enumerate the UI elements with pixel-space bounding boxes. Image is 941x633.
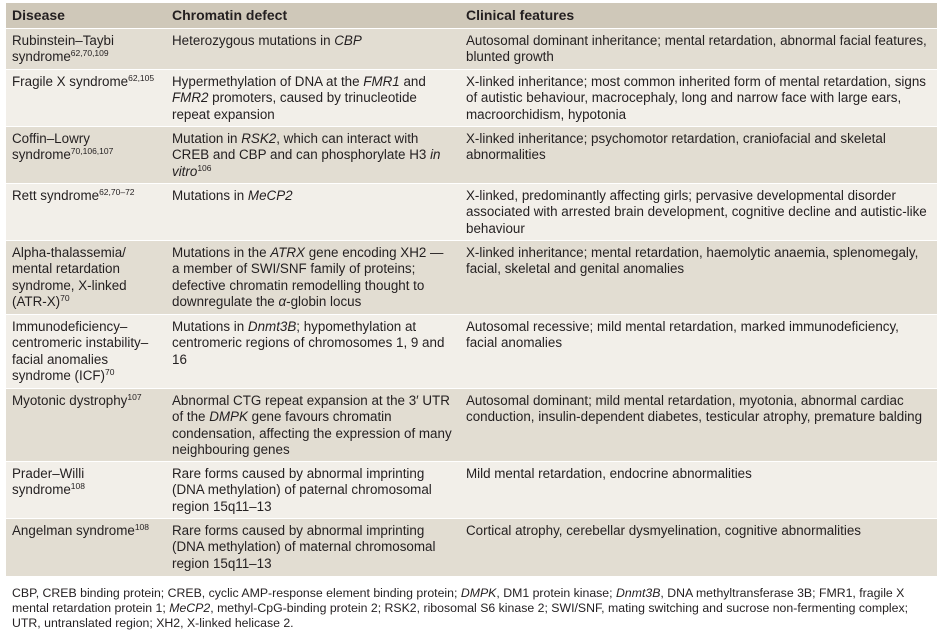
- disease-cell: [6, 184, 166, 240]
- disease-name: Immunodeficiency–centromeric instability–facial anomalies syndrome (ICF): [12, 319, 149, 384]
- table-row: [6, 462, 937, 519]
- disease-cell: [6, 241, 166, 314]
- reference-superscript: 62,70–72: [99, 187, 135, 197]
- defect-text: and: [399, 74, 426, 89]
- defect-text: promoters, caused by trinucleotide repeat expansion: [172, 90, 417, 122]
- gene-name: Dnmt3B: [247, 319, 297, 334]
- defect-text: Mutation in: [172, 131, 242, 146]
- defect-text: gene encoding XH2 — a member of SWI/SNF family of proteins; defective chromatin remodelling thought to downregulate the: [172, 245, 444, 310]
- reference-superscript: 70: [105, 367, 115, 378]
- disease-cell: [6, 29, 166, 69]
- gene-name: MeCP2: [247, 188, 293, 203]
- table-row: [6, 315, 937, 389]
- gene-name: CBP: [334, 33, 362, 48]
- reference-superscript: 107: [127, 392, 142, 402]
- table-row: [6, 127, 937, 184]
- features-cell: Cortical atrophy, cerebellar dysmyelination, cognitive abnormalities: [466, 523, 861, 538]
- defect-text: ; hypomethylation at centromeric regions of chromosomes 1, 9 and 16: [172, 319, 445, 367]
- features-cell: X-linked inheritance; most common inherited form of mental retardation, signs of autistic behaviour, macrocephaly, long and narrow face with large ears, macroorchidism, hypotonia: [466, 74, 926, 122]
- table-row: [6, 389, 937, 462]
- gene-name: DMPK: [209, 409, 248, 425]
- defect-cell: [166, 29, 460, 69]
- defect-text: , which can interact with CREB and CBP and can phosphorylate H3: [172, 131, 431, 163]
- disease-cell: [6, 70, 166, 126]
- reference-superscript: 62,70,109: [70, 48, 109, 59]
- reference-superscript: 108: [70, 481, 85, 492]
- footnote-text: CBP, CREB binding protein; CREB, cyclic AMP-response element binding protein;: [12, 586, 461, 600]
- table-row: [6, 70, 937, 127]
- defect-cell: Rare forms caused by abnormal imprinting (DNA methylation) of maternal chromosomal region 15q11–13: [172, 523, 436, 571]
- features-cell: X-linked inheritance; mental retardation, haemolytic anaemia, splenomegaly, facial, skeletal and genital anomalies: [466, 245, 919, 277]
- defect-cell: [166, 70, 460, 126]
- disease-name: Coffin–Lowry syndrome: [12, 131, 90, 163]
- disease-name: Prader–Willi syndrome: [12, 466, 85, 498]
- footnote-text: , methyl-CpG-binding protein 2; RSK2, ribosomal S6 kinase 2; SWI/SNF, mating switching and sucrose non-fermenting complex; UTR, untranslated region; XH2, X-linked helicase 2.: [12, 601, 909, 631]
- defect-cell: Rare forms caused by abnormal imprinting (DNA methylation) of paternal chromosomal region 15q11–13: [172, 466, 432, 514]
- table-row: [6, 184, 937, 241]
- header-clinical-features: Clinical features: [466, 7, 575, 24]
- reference-superscript: 62,105: [128, 73, 155, 83]
- disease-name: Fragile X syndrome: [12, 74, 129, 89]
- gene-name: ATRX: [270, 245, 305, 260]
- table-row: [6, 519, 937, 577]
- defect-text: Abnormal CTG repeat expansion at the 3′ UTR of the: [172, 393, 450, 425]
- disease-name: Rubinstein–Taybi syndrome: [12, 33, 114, 65]
- disease-cell: [6, 315, 166, 388]
- reference-superscript: 108: [134, 522, 149, 532]
- disease-cell: [6, 462, 166, 518]
- features-cell: Autosomal dominant inheritance; mental retardation, abnormal facial features, blunted growth: [466, 33, 927, 65]
- defect-cell: [166, 315, 460, 388]
- header-chromatin-defect: Chromatin defect: [172, 7, 288, 24]
- defect-text: -globin locus: [286, 294, 362, 310]
- header-disease: Disease: [12, 7, 65, 24]
- features-cell: Autosomal dominant; mild mental retardation, myotonia, abnormal cardiac conduction, insulin-dependent diabetes, testicular atrophy, premature balding: [466, 393, 923, 425]
- reference-superscript: 106: [197, 162, 212, 173]
- defect-cell: [166, 184, 460, 240]
- gene-name: RSK2: [241, 131, 277, 146]
- gene-name: FMR1: [363, 74, 400, 89]
- defect-text: Mutations in: [172, 188, 248, 203]
- gene-name: FMR2: [172, 90, 209, 106]
- defect-cell: [166, 127, 460, 183]
- disease-cell: [6, 519, 166, 576]
- disease-name: Angelman syndrome: [12, 523, 135, 538]
- features-cell: X-linked inheritance; psychomotor retardation, craniofacial and skeletal abnormalities: [466, 131, 886, 163]
- footnote-text: , DNA methyltransferase 3B; FMR1, fragile X mental retardation protein 1;: [12, 586, 905, 616]
- disease-cell: [6, 389, 166, 461]
- features-cell: Mild mental retardation, endocrine abnormalities: [466, 466, 752, 481]
- features-cell: X-linked, predominantly affecting girls; pervasive developmental disorder associated with arrested brain development, cognitive decline and autistic-like behaviour: [466, 188, 927, 236]
- gene-name: DMPK: [460, 586, 497, 600]
- table-row: [6, 29, 937, 70]
- defect-text: Heterozygous mutations in: [172, 33, 335, 48]
- defect-cell: [166, 241, 460, 314]
- latin-term: in vitro: [172, 147, 441, 179]
- features-cell: Autosomal recessive; mild mental retardation, marked immunodeficiency, facial anomalies: [466, 319, 899, 351]
- disease-cell: [6, 127, 166, 183]
- reference-superscript: 70,106,107: [70, 146, 114, 157]
- footnote-text: , DM1 protein kinase;: [496, 586, 616, 600]
- disease-name: Alpha-thalassemia/ mental retardation syndrome, X-linked (ATR-X): [12, 245, 127, 310]
- table-header-row: [6, 3, 937, 29]
- table-footnote: [12, 586, 930, 632]
- defect-text: Mutations in: [172, 319, 248, 334]
- defect-cell: [166, 389, 460, 461]
- disease-name: Rett syndrome: [12, 188, 100, 203]
- defect-text: Mutations in the: [172, 245, 271, 260]
- defect-text: Hypermethylation of DNA at the: [172, 74, 364, 89]
- disease-table: [6, 3, 937, 577]
- defect-text: gene favours chromatin condensation, affecting the expression of many neighbouring genes: [172, 409, 452, 458]
- disease-name: Myotonic dystrophy: [12, 393, 128, 408]
- gene-name: Dnmt3B: [615, 586, 661, 600]
- table-row: [6, 241, 937, 315]
- greek-symbol: α: [278, 294, 287, 310]
- reference-superscript: 70: [60, 293, 70, 304]
- gene-name: MeCP2: [169, 601, 211, 616]
